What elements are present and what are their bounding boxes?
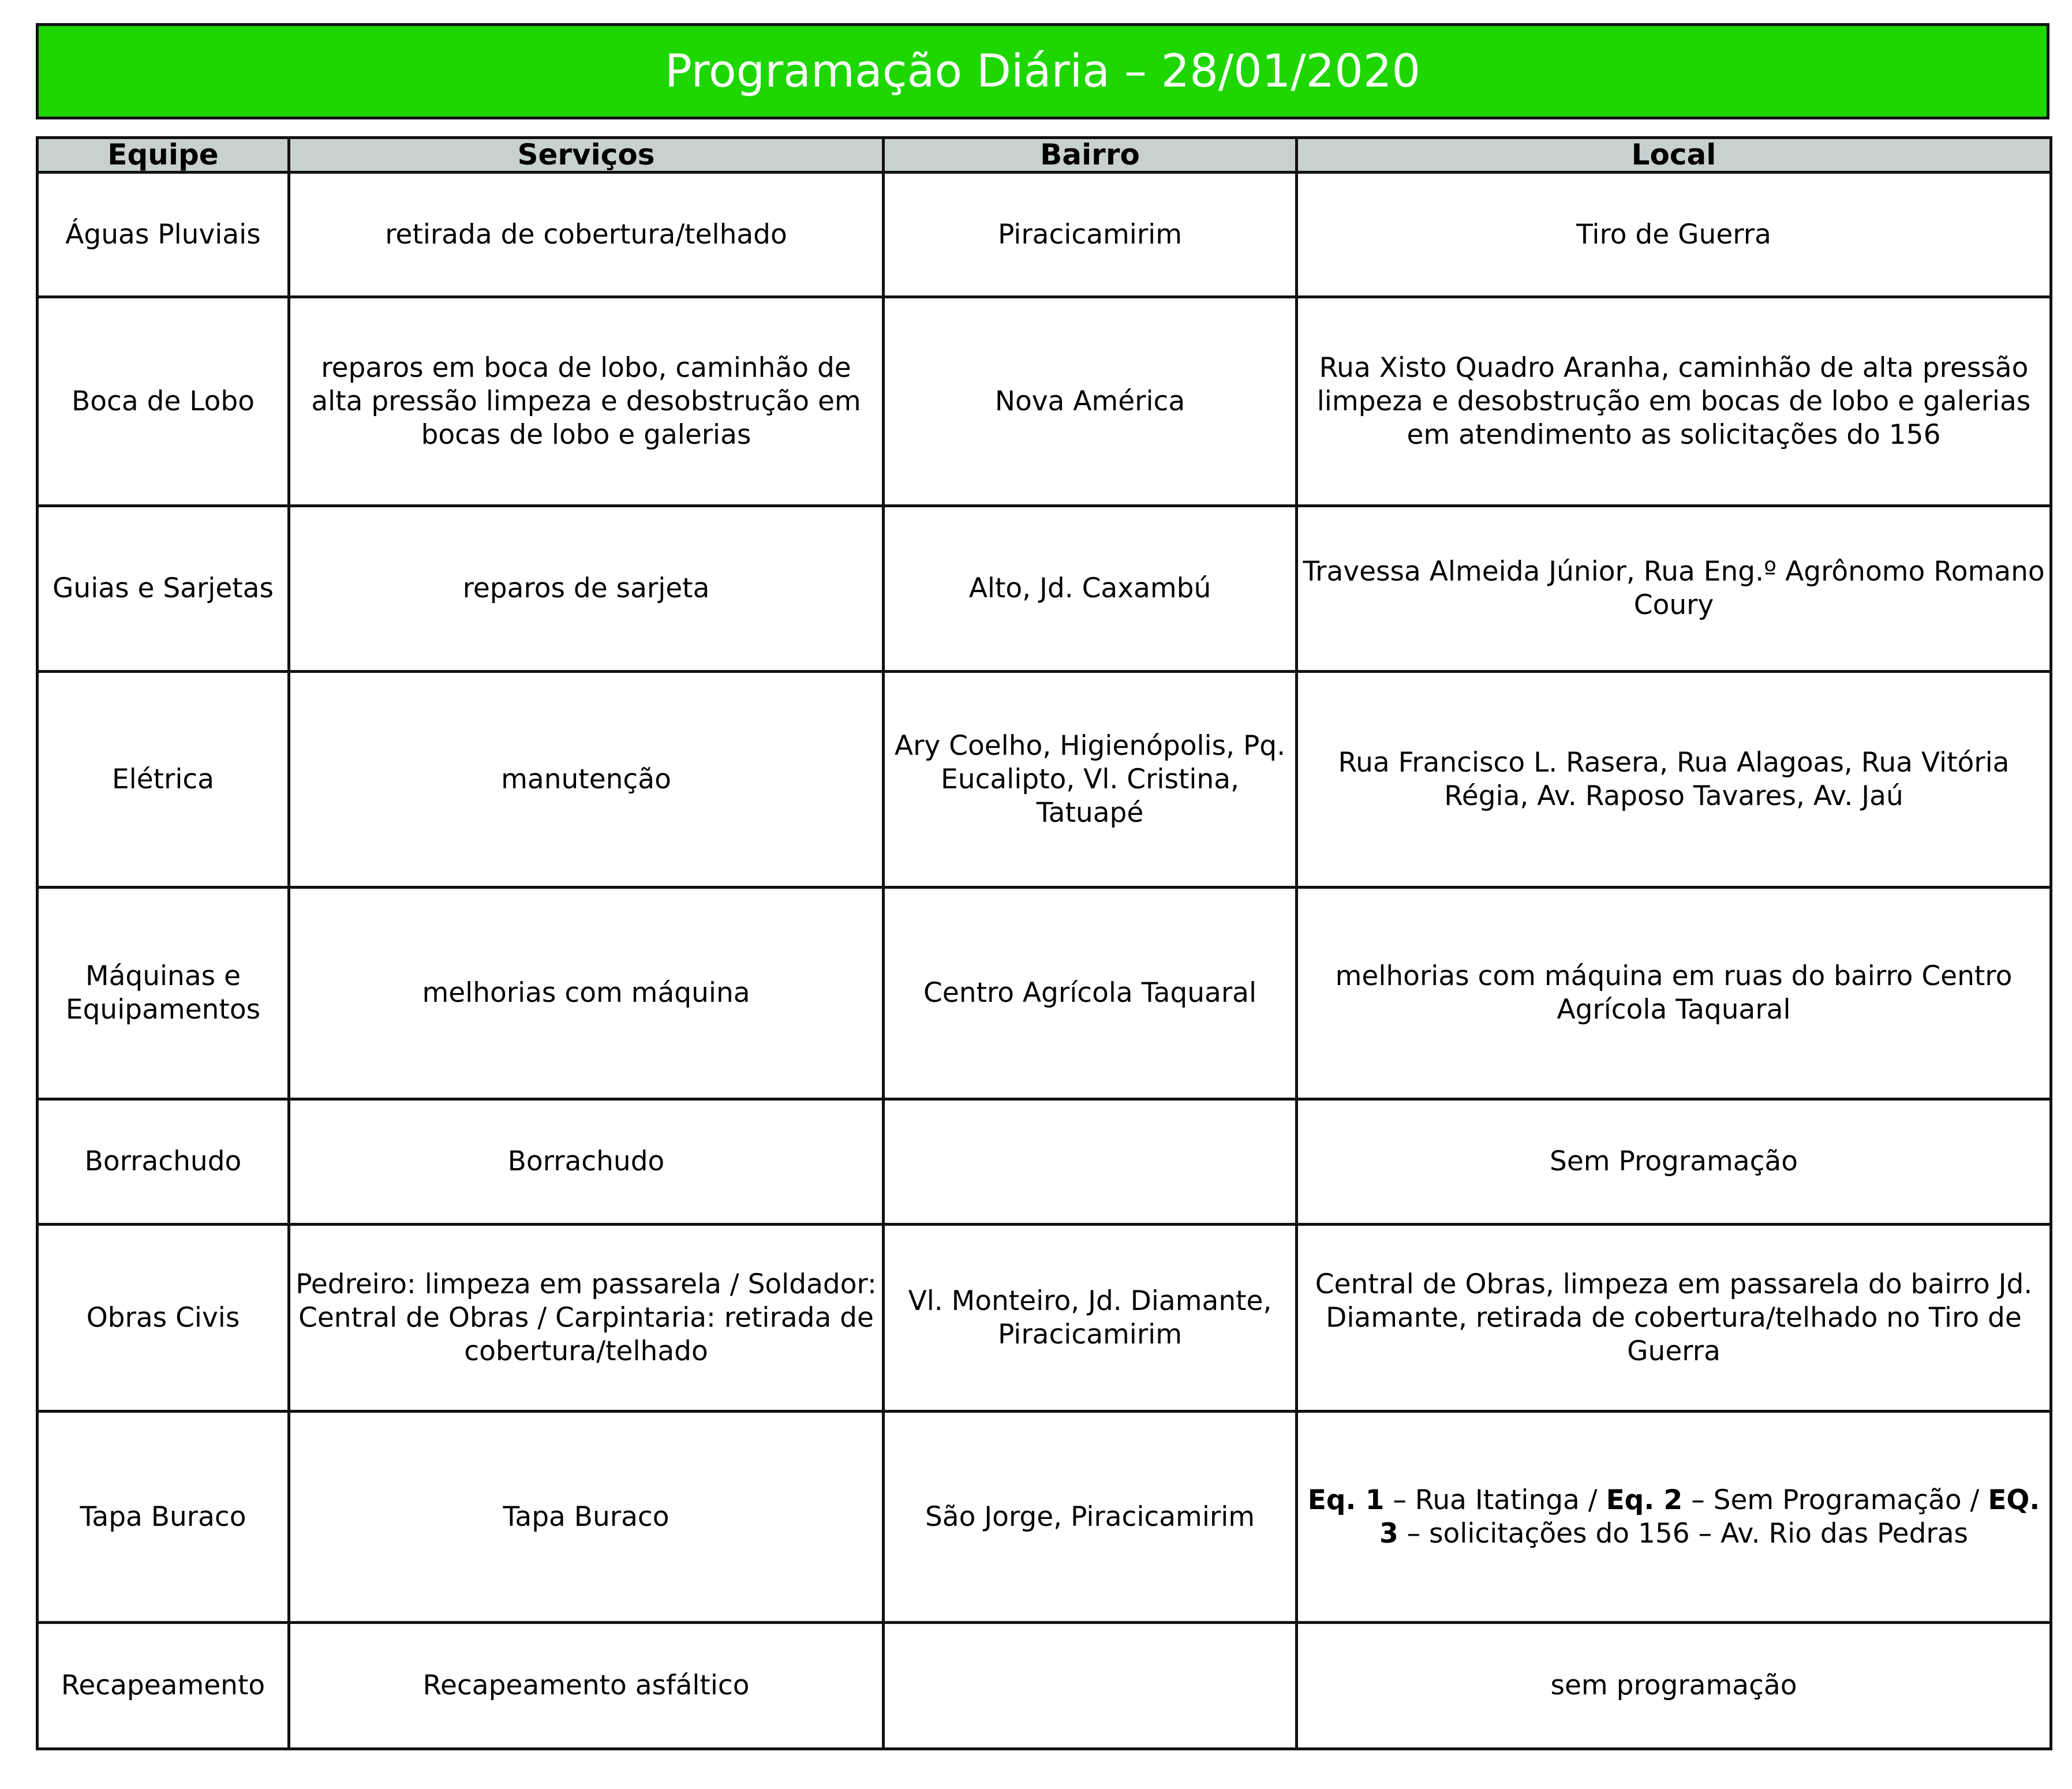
schedule-table <box>36 136 2052 1750</box>
cell-local: Rua Xisto Quadro Aranha, caminhão de alta pressão limpeza e desobstrução em bocas de lobo e galerias em atendimento as solicitações do 156 <box>1297 297 2051 506</box>
table-row <box>38 506 2051 672</box>
header-equipe: Equipe <box>38 138 289 173</box>
cell-servicos: Recapeamento asfáltico <box>289 1623 884 1749</box>
table-row <box>38 1412 2051 1623</box>
eq2-label: Eq. 2 <box>1606 1484 1683 1516</box>
table-row <box>38 1623 2051 1749</box>
cell-local: Rua Francisco L. Rasera, Rua Alagoas, Rua Vitória Régia, Av. Raposo Tavares, Av. Jaú <box>1297 672 2051 888</box>
cell-bairro: Centro Agrícola Taquaral <box>884 888 1297 1099</box>
cell-local: melhorias com máquina em ruas do bairro Centro Agrícola Taquaral <box>1297 888 2051 1099</box>
cell-servicos: retirada de cobertura/telhado <box>289 173 884 297</box>
table-row <box>38 173 2051 297</box>
cell-local: Central de Obras, limpeza em passarela do bairro Jd. Diamante, retirada de cobertura/telhado no Tiro de Guerra <box>1297 1225 2051 1412</box>
header-local: Local <box>1297 138 2051 173</box>
cell-local: sem programação <box>1297 1623 2051 1749</box>
header-row <box>38 138 2051 173</box>
cell-servicos: reparos em boca de lobo, caminhão de alta pressão limpeza e desobstrução em bocas de lobo e galerias <box>289 297 884 506</box>
cell-bairro: Piracicamirim <box>884 173 1297 297</box>
cell-local: Sem Programação <box>1297 1099 2051 1225</box>
table-row <box>38 1225 2051 1412</box>
cell-local: Travessa Almeida Júnior, Rua Eng.º Agrônomo Romano Coury <box>1297 506 2051 672</box>
cell-equipe: Borrachudo <box>38 1099 289 1225</box>
cell-equipe: Recapeamento <box>38 1623 289 1749</box>
cell-servicos: Tapa Buraco <box>289 1412 884 1623</box>
cell-servicos: Borrachudo <box>289 1099 884 1225</box>
cell-bairro <box>884 1099 1297 1225</box>
cell-equipe: Obras Civis <box>38 1225 289 1412</box>
cell-equipe: Guias e Sarjetas <box>38 506 289 672</box>
table-row <box>38 888 2051 1099</box>
page-title: Programação Diária – 28/01/2020 <box>664 45 1421 98</box>
header-servicos: Serviços <box>289 138 884 173</box>
eq2-text: – Sem Programação / <box>1682 1484 1988 1516</box>
cell-equipe: Elétrica <box>38 672 289 888</box>
cell-bairro: São Jorge, Piracicamirim <box>884 1412 1297 1623</box>
cell-servicos: reparos de sarjeta <box>289 506 884 672</box>
cell-servicos: melhorias com máquina <box>289 888 884 1099</box>
table-row <box>38 672 2051 888</box>
eq1-label: Eq. 1 <box>1307 1484 1385 1516</box>
eq3-text: – solicitações do 156 – Av. Rio das Pedras <box>1398 1517 1969 1550</box>
cell-equipe: Máquinas e Equipamentos <box>38 888 289 1099</box>
cell-servicos: Pedreiro: limpeza em passarela / Soldador: Central de Obras / Carpintaria: retirada de cobertura/telhado <box>289 1225 884 1412</box>
eq1-text: – Rua Itatinga / <box>1384 1484 1606 1516</box>
title-banner <box>36 23 2049 119</box>
cell-bairro: Nova América <box>884 297 1297 506</box>
header-bairro: Bairro <box>884 138 1297 173</box>
table-row <box>38 297 2051 506</box>
cell-equipe: Águas Pluviais <box>38 173 289 297</box>
cell-local <box>1297 1412 2051 1623</box>
cell-bairro: Ary Coelho, Higienópolis, Pq. Eucalipto, Vl. Cristina, Tatuapé <box>884 672 1297 888</box>
eq3-label: EQ. 3 <box>1379 1484 2040 1550</box>
cell-bairro: Vl. Monteiro, Jd. Diamante, Piracicamirim <box>884 1225 1297 1412</box>
cell-bairro: Alto, Jd. Caxambú <box>884 506 1297 672</box>
cell-equipe: Boca de Lobo <box>38 297 289 506</box>
cell-bairro <box>884 1623 1297 1749</box>
cell-local: Tiro de Guerra <box>1297 173 2051 297</box>
cell-equipe: Tapa Buraco <box>38 1412 289 1623</box>
table-row <box>38 1099 2051 1225</box>
cell-servicos: manutenção <box>289 672 884 888</box>
